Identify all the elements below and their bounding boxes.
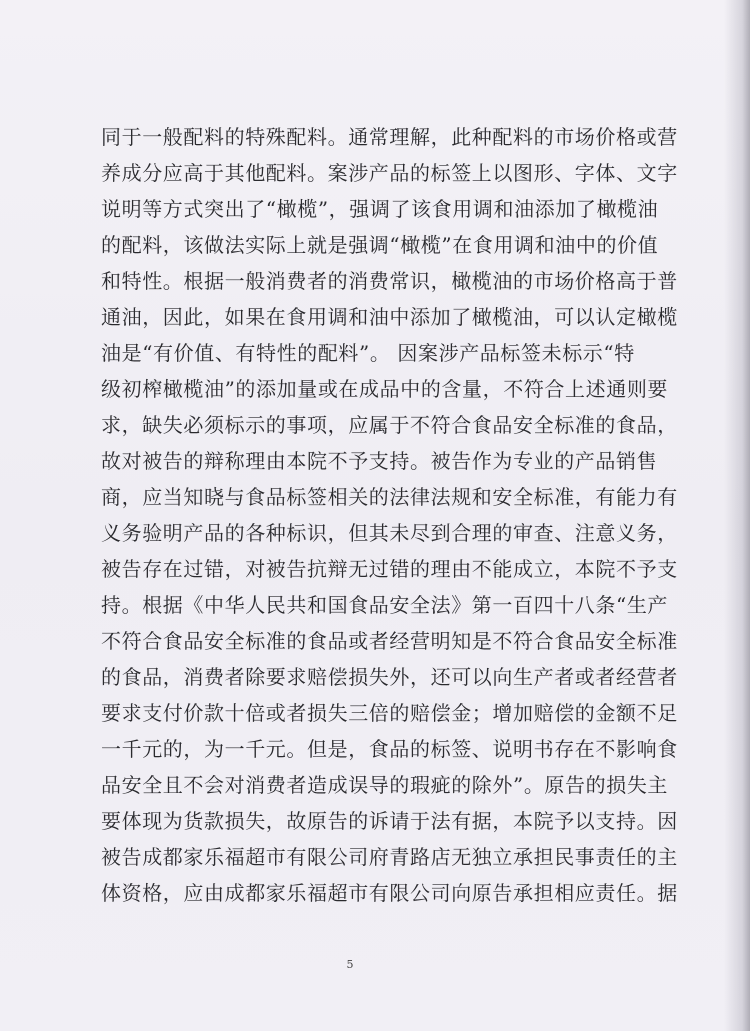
text-line: 体资格，应由成都家乐福超市有限公司向原告承担相应责任。据	[101, 881, 678, 905]
text-line: 级初榨橄榄油”的添加量或在成品中的含量，不符合上述通则要	[101, 377, 669, 401]
page-number: 5	[346, 958, 354, 971]
text-line: 不符合食品安全标准的食品或者经营明知是不符合食品安全标准	[101, 629, 678, 653]
text-line: 被告成都家乐福超市有限公司府青路店无独立承担民事责任的主	[101, 845, 678, 869]
text-line: 同于一般配料的特殊配料。通常理解，此种配料的市场价格或营	[101, 125, 678, 149]
text-line: 一千元的，为一千元。但是，食品的标签、说明书存在不影响食	[101, 737, 678, 761]
text-line: 油是“有价值、有特性的配料”。 因案涉产品标签未标示“特	[101, 341, 635, 365]
text-line: 说明等方式突出了“橄榄”，强调了该食用调和油添加了橄榄油	[101, 197, 659, 221]
text-line: 和特性。根据一般消费者的消费常识，橄榄油的市场价格高于普	[101, 269, 678, 293]
body-text	[101, 119, 678, 911]
text-line: 要体现为货款损失，故原告的诉请于法有据，本院予以支持。因	[101, 809, 678, 833]
text-line: 故对被告的辩称理由本院不予支持。被告作为专业的产品销售	[101, 449, 658, 473]
text-line: 要求支付价款十倍或者损失三倍的赔偿金；增加赔偿的金额不足	[101, 701, 678, 725]
text-line: 商，应当知晓与食品标签相关的法律法规和安全标准，有能力有	[101, 485, 678, 509]
scan-edge-shadow	[724, 0, 750, 1031]
text-line: 的食品，消费者除要求赔偿损失外，还可以向生产者或者经营者	[101, 665, 678, 689]
text-line: 被告存在过错，对被告抗辩无过错的理由不能成立，本院不予支	[101, 557, 678, 581]
text-line: 持。根据《中华人民共和国食品安全法》第一百四十八条“生产	[101, 593, 669, 617]
text-line: 通油，因此，如果在食用调和油中添加了橄榄油，可以认定橄榄	[101, 305, 678, 329]
text-line: 求，缺失必须标示的事项，应属于不符合食品安全标准的食品，	[101, 413, 678, 437]
text-line: 义务验明产品的各种标识，但其未尽到合理的审查、注意义务，	[101, 521, 678, 545]
text-line: 的配料，该做法实际上就是强调“橄榄”在食用调和油中的价值	[101, 233, 659, 257]
text-line: 品安全且不会对消费者造成误导的瑕疵的除外”。原告的损失主	[101, 773, 669, 797]
text-line: 养成分应高于其他配料。案涉产品的标签上以图形、字体、文字	[101, 161, 678, 185]
